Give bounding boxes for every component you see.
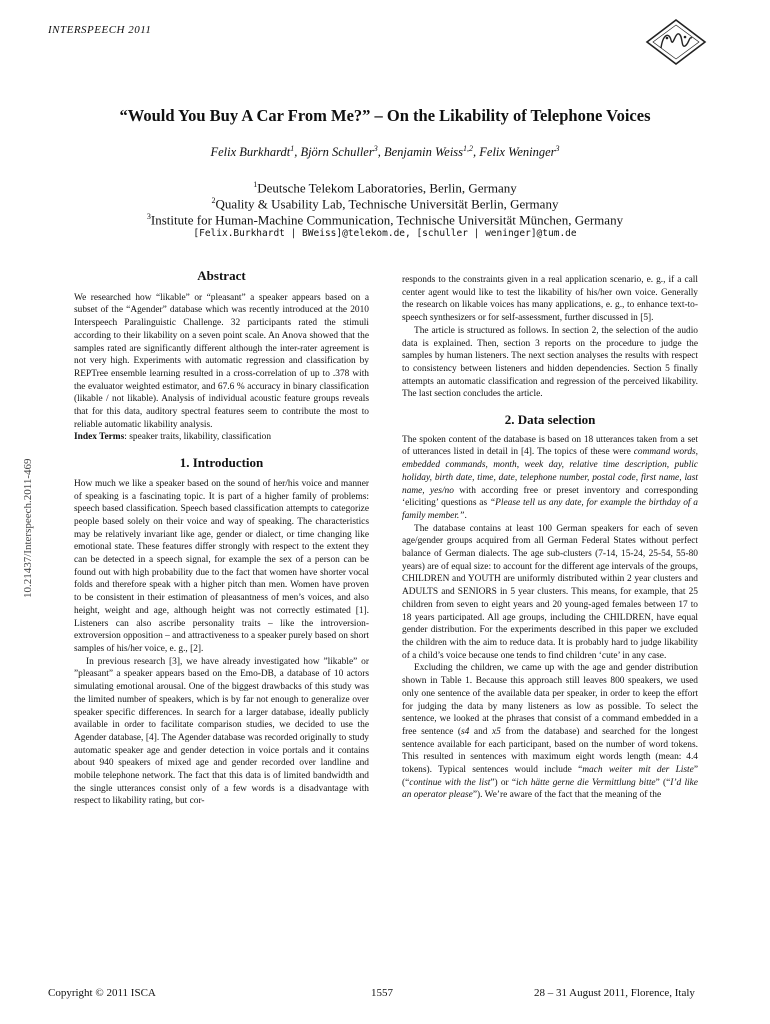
author-name: Felix Burkhardt [210, 145, 291, 160]
body-paragraph: Excluding the children, we came up with the age and gender distribution shown in Table 1. Because this approach still leaves 800 speakers, we used only one sentence of the available data per speaker, in order to keep the effort for judging the data by many listeners as low as possible. To select the sentence, we looked at the phrases that consist of a command embedded in a free sentence (s4 and x5 from the database) and searched for the longest sentence available for each participant, based on the number of word tokens. This resulted in sentences with maximum eight words length (mean: 4.4 tokens). Typical sentences would include “mach weiter mit der Liste” (“continue with the list”) or “ich hätte gerne die Vermittlung bitte” (“I’d like an operator please”). We’re aware of the fact that the meaning of the [402, 663, 698, 801]
index-terms: Index Terms: speaker traits, likability, classification [74, 432, 272, 443]
body-paragraph: The article is structured as follows. In section 2, the selection of the audio data is explained. Then, section 3 reports on the procedure to judge the samples by human listeners. The next section analyses the results with respect to consistency between listeners and hidden dependencies. Section 5 finally attempts an automatic classification and regression of the perceived likability. The last section concludes the article. [402, 325, 698, 400]
body-paragraph: responds to the constraints given in a real application scenario, e. g., if a call center agent would like to test the likability of his/her own voice. Generally the research on likable voices has many applications, e. g., to enhance text-to-speech synthesizers or for self-assessment, further discussed in [5]. [402, 275, 698, 324]
paper-title: “Would You Buy A Car From Me?” – On the Likability of Telephone Voices [119, 106, 651, 125]
doi-sidebar: 10.21437/Interspeech.2011-469 [22, 458, 34, 598]
author-name: Felix Weninger [479, 145, 556, 160]
intro-paragraph: In previous research [3], we have already investigated how ”likable” or ”pleasant” a speaker appears based on the Emo-DB, a database of 10 actors simulating emotional arousal. One of the biggest drawbacks of this study was the limited number of speakers, which is by far not enough to generalize over speaker specific differences. In search for a larger database, ideally publicly available in order to facilitate comparison studies, we decided to use the Agender database, [4]. The Agender database was recorded originally to study automatic speaker age and gender detection in voice portals and it contains about 940 speakers of mixed age and gender recorded over landline and mobile telephone network. The fact that this data is of limited bandwidth and the single utterances consist only of a few words is a disadvantage with respect to likability rating, but cor- [74, 656, 369, 807]
affiliation-1: $^1$Deutsche Telekom Laboratories, Berlin, Germany [253, 180, 517, 196]
conference-header: INTERSPEECH 2011 [48, 24, 152, 36]
body-paragraph: The spoken content of the database is based on 18 utterances taken from a set of utterances listed in detail in [4]. The topics of these were command words, embedded commands, month, week day, relative time description, public holiday, birth date, time, date, telephone number, postal code, first name, last name, yes/no with according free or preset inventory and corresponding ‘eliciting’ questions as “Please tell us any date, for example the birthday of a family member.”. [402, 434, 699, 521]
page-number: 1557 [371, 987, 393, 999]
body-paragraph: The database contains at least 100 German speakers for each of seven age/gender groups acquired from all German Federal States without perfect balance of German dialects. The age sub-clusters (7-14, 15-24, 25-54, 55-80 years) are of equal size: to account for the different age intervals of the groups, CHILDREN and YOUTH are uniformly distributed within 2 year clusters and ADULTS and SENIORS in 5 year clusters. This means, for example, that 25 children from seven to eight years and 20 young-aged females between 17 to 18 years participated. All age groups, including the CHILDREN, have equal gender distribution. For the experiments described in this paper we excluded the children with the aim to reduce data. It is probably hard to judge likability of a child’s voice because one tends to find children ‘cute’ in any case. [402, 523, 698, 661]
footer-venue: 28 – 31 August 2011, Florence, Italy [534, 987, 695, 999]
affiliation-2: $^2$Quality & Usability Lab, Technische Universität Berlin, Germany [211, 196, 559, 212]
intro-paragraph: How much we like a speaker based on the sound of her/his voice and manner of speaking is a fascinating topic. It is part of a higher family of problems: speech based classification. Speech based classification attempts to categorize people based solely on their voice and way of speaking. The characteristics may be relatively invariant like age, gender or dialect, or time changing like emotional state. These features differ strongly with respect to the extent they can be detected in a speech signal, for example the sex of a person can be found out with high probability due to the fact that women have shorter vocal folds and therefore speak with a higher pitch than men. Women have proven to be consistent in their estimation of pleasantness of men’s voices, and also height, weight and age, although height was not correctly estimated [1]. Listeners can also ascribe personality traits – like the introversion-extroversion opposition – and attractiveness to a speaker purely based on short samples of his/her voice, e. g., [2]. [74, 478, 369, 654]
abstract-heading: Abstract [197, 268, 246, 283]
introduction-heading: 1. Introduction [179, 455, 264, 471]
left-column [74, 270, 369, 808]
right-column [402, 274, 698, 802]
footer-copyright: Copyright © 2011 ISCA [48, 987, 156, 999]
author-list: Felix Burkhardt$^1$, Björn Schuller$^3$, Benjamin Weiss$^{1,2}$, Felix Weninger$^3$ [210, 144, 560, 160]
author-name: Benjamin Weiss [383, 145, 464, 160]
isca-logo-icon [645, 18, 707, 66]
data-selection-heading: 2. Data selection [504, 412, 596, 428]
author-name: Björn Schuller [300, 145, 374, 160]
affiliation-3: $^3$Institute for Human-Machine Communication, Technische Universität München, Germany [146, 212, 624, 228]
author-emails: [Felix.Burkhardt | BWeiss]@telekom.de, [schuller | weninger]@tum.de [193, 228, 577, 239]
abstract-text: We researched how “likable” or “pleasant” a speaker appears based on a subset of the “Agender” database which was recently introduced at the 2010 Interspeech Paralinguistic Challenge. 32 participants rated the stimuli according to their likability on a seven point scale. An Anova showed that the samples rated are significantly different although the inter-rater agreement is not very high. Experiments with automatic regression and classification by REPTree ensemble learning resulted in a cross-correlation of up to .378 with the evaluator weighted estimator, and 67.6 % accuracy in binary classification (likable / not likable). Analysis of individual acoustic feature groups reveals that for this data, auditory spectral features seem to contribute the most to reliable automatic likability analysis. [74, 292, 369, 430]
